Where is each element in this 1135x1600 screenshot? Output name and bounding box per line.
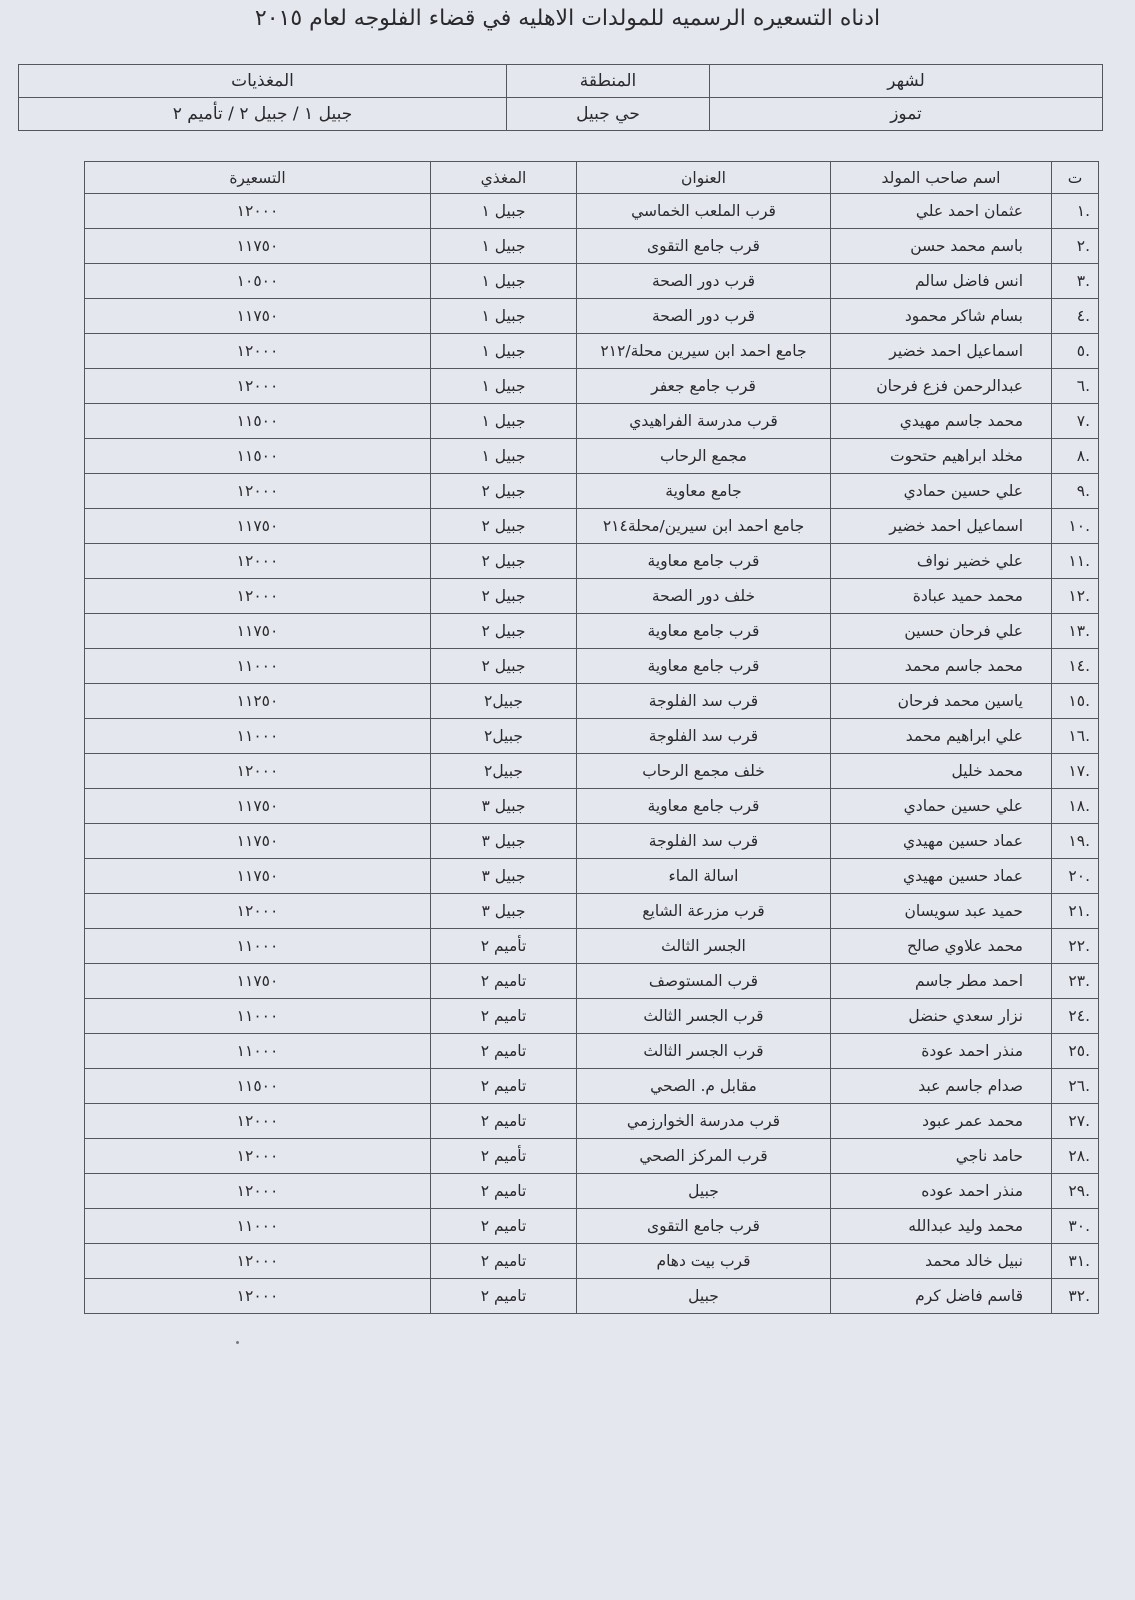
table-row xyxy=(85,439,1099,474)
address-cell: قرب جامع معاوية xyxy=(577,789,831,824)
table-row xyxy=(85,404,1099,439)
feeder-cell: تأميم ٢ xyxy=(431,1139,577,1174)
feeder-cell: تأميم ٢ xyxy=(431,929,577,964)
address-cell: قرب جامع معاوية xyxy=(577,649,831,684)
row-number-cell: .١٧ xyxy=(1052,754,1099,789)
owner-name-cell: علي حسين حمادي xyxy=(831,789,1052,824)
owner-name-cell: علي ابراهيم محمد xyxy=(831,719,1052,754)
table-row xyxy=(85,369,1099,404)
row-number-cell: .١١ xyxy=(1052,544,1099,579)
table-row xyxy=(85,1209,1099,1244)
feeder-cell: جبيل٢ xyxy=(431,754,577,789)
row-number-cell: .٢٥ xyxy=(1052,1034,1099,1069)
owner-name-cell: محمد علاوي صالح xyxy=(831,929,1052,964)
price-cell: ١١٧٥٠ xyxy=(85,299,431,334)
price-cell: ١١٠٠٠ xyxy=(85,1034,431,1069)
row-number-cell: .٢٨ xyxy=(1052,1139,1099,1174)
address-cell: قرب المستوصف xyxy=(577,964,831,999)
price-cell: ١١٥٠٠ xyxy=(85,1069,431,1104)
owner-name-cell: محمد وليد عبدالله xyxy=(831,1209,1052,1244)
row-number-cell: .٥ xyxy=(1052,334,1099,369)
owner-name-cell: علي فرحان حسين xyxy=(831,614,1052,649)
row-number-cell: .٣٢ xyxy=(1052,1279,1099,1314)
address-cell: الجسر الثالث xyxy=(577,929,831,964)
owner-name-cell: عماد حسين مهيدي xyxy=(831,824,1052,859)
price-cell: ١٢٠٠٠ xyxy=(85,474,431,509)
price-cell: ١٢٠٠٠ xyxy=(85,369,431,404)
generator-pricing-table xyxy=(84,161,1099,1314)
address-cell: جامع معاوية xyxy=(577,474,831,509)
owner-name-cell: مخلد ابراهيم حتحوت xyxy=(831,439,1052,474)
price-cell: ١٢٠٠٠ xyxy=(85,1139,431,1174)
table-row xyxy=(85,824,1099,859)
table-header-row xyxy=(85,162,1099,194)
price-cell: ١١٧٥٠ xyxy=(85,789,431,824)
feeder-cell: تاميم ٢ xyxy=(431,1174,577,1209)
row-number-cell: .٨ xyxy=(1052,439,1099,474)
row-number-cell: .١٣ xyxy=(1052,614,1099,649)
feeders-value: جبيل ١ / جبيل ٢ / تأميم ٢ xyxy=(19,98,507,131)
row-number-cell: .١٢ xyxy=(1052,579,1099,614)
row-number-cell: .٢٦ xyxy=(1052,1069,1099,1104)
feeder-cell: تاميم ٢ xyxy=(431,999,577,1034)
table-row xyxy=(85,1174,1099,1209)
owner-name-cell: احمد مطر جاسم xyxy=(831,964,1052,999)
address-cell: جامع احمد ابن سيرين محلة/٢١٢ xyxy=(577,334,831,369)
table-row xyxy=(85,509,1099,544)
price-cell: ١٢٠٠٠ xyxy=(85,544,431,579)
price-cell: ١٢٠٠٠ xyxy=(85,1174,431,1209)
table-row xyxy=(85,579,1099,614)
price-cell: ١١٠٠٠ xyxy=(85,649,431,684)
table-row xyxy=(85,929,1099,964)
page-title: ادناه التسعيره الرسميه للمولدات الاهليه في قضاء الفلوجه لعام ٢٠١٥ xyxy=(254,6,881,31)
table-row xyxy=(85,544,1099,579)
row-number-cell: .١٩ xyxy=(1052,824,1099,859)
table-body xyxy=(85,194,1099,1314)
table-row xyxy=(85,754,1099,789)
info-table xyxy=(18,64,1103,131)
column-header-owner: اسم صاحب المولد xyxy=(831,162,1052,194)
row-number-cell: .٢٢ xyxy=(1052,929,1099,964)
owner-name-cell: منذر احمد عودة xyxy=(831,1034,1052,1069)
address-cell: قرب جامع جعفر xyxy=(577,369,831,404)
address-cell: قرب المركز الصحي xyxy=(577,1139,831,1174)
address-cell: قرب مدرسة الفراهيدي xyxy=(577,404,831,439)
owner-name-cell: ياسين محمد فرحان xyxy=(831,684,1052,719)
owner-name-cell: علي خضير نواف xyxy=(831,544,1052,579)
feeder-cell: جبيل ٢ xyxy=(431,649,577,684)
table-row xyxy=(85,894,1099,929)
table-row xyxy=(85,719,1099,754)
feeder-cell: جبيل ٢ xyxy=(431,614,577,649)
price-cell: ١١٧٥٠ xyxy=(85,859,431,894)
owner-name-cell: قاسم فاضل كرم xyxy=(831,1279,1052,1314)
feeder-cell: جبيل ١ xyxy=(431,229,577,264)
price-cell: ١١٧٥٠ xyxy=(85,229,431,264)
table-row xyxy=(85,999,1099,1034)
table-row xyxy=(85,789,1099,824)
address-cell: قرب الملعب الخماسي xyxy=(577,194,831,229)
feeder-cell: جبيل ١ xyxy=(431,194,577,229)
owner-name-cell: حامد ناجي xyxy=(831,1139,1052,1174)
owner-name-cell: محمد جاسم مهيدي xyxy=(831,404,1052,439)
owner-name-cell: بسام شاكر محمود xyxy=(831,299,1052,334)
feeder-cell: جبيل ٣ xyxy=(431,789,577,824)
row-number-cell: .٢٣ xyxy=(1052,964,1099,999)
address-cell: قرب سد الفلوجة xyxy=(577,824,831,859)
address-cell: اسالة الماء xyxy=(577,859,831,894)
scan-mark xyxy=(236,1341,239,1344)
price-cell: ١٢٠٠٠ xyxy=(85,1104,431,1139)
area-header: المنطقة xyxy=(507,65,710,98)
owner-name-cell: عماد حسين مهيدي xyxy=(831,859,1052,894)
owner-name-cell: محمد جاسم محمد xyxy=(831,649,1052,684)
table-row xyxy=(85,1279,1099,1314)
table-row xyxy=(85,859,1099,894)
owner-name-cell: عثمان احمد علي xyxy=(831,194,1052,229)
address-cell: قرب الجسر الثالث xyxy=(577,999,831,1034)
table-row xyxy=(85,1069,1099,1104)
table-row xyxy=(85,684,1099,719)
owner-name-cell: باسم محمد حسن xyxy=(831,229,1052,264)
owner-name-cell: حميد عبد سويسان xyxy=(831,894,1052,929)
feeder-cell: تاميم ٢ xyxy=(431,964,577,999)
table-row xyxy=(85,614,1099,649)
owner-name-cell: صدام جاسم عبد xyxy=(831,1069,1052,1104)
row-number-cell: .٦ xyxy=(1052,369,1099,404)
feeder-cell: جبيل٢ xyxy=(431,719,577,754)
row-number-cell: .١ xyxy=(1052,194,1099,229)
price-cell: ١٢٠٠٠ xyxy=(85,194,431,229)
price-cell: ١٠٥٠٠ xyxy=(85,264,431,299)
owner-name-cell: محمد خليل xyxy=(831,754,1052,789)
address-cell: جامع احمد ابن سيرين/محلة٢١٤ xyxy=(577,509,831,544)
price-cell: ١١٠٠٠ xyxy=(85,999,431,1034)
price-cell: ١١٧٥٠ xyxy=(85,509,431,544)
owner-name-cell: علي حسين حمادي xyxy=(831,474,1052,509)
row-number-cell: .١٤ xyxy=(1052,649,1099,684)
price-cell: ١١٧٥٠ xyxy=(85,614,431,649)
owner-name-cell: انس فاضل سالم xyxy=(831,264,1052,299)
address-cell: خلف مجمع الرحاب xyxy=(577,754,831,789)
address-cell: خلف دور الصحة xyxy=(577,579,831,614)
column-header-num: ت xyxy=(1052,162,1099,194)
table-row xyxy=(85,334,1099,369)
price-cell: ١١٥٠٠ xyxy=(85,404,431,439)
address-cell: قرب سد الفلوجة xyxy=(577,719,831,754)
owner-name-cell: نزار سعدي حنضل xyxy=(831,999,1052,1034)
owner-name-cell: محمد حميد عبادة xyxy=(831,579,1052,614)
price-cell: ١٢٠٠٠ xyxy=(85,579,431,614)
price-cell: ١١٧٥٠ xyxy=(85,964,431,999)
table-row xyxy=(85,1104,1099,1139)
address-cell: قرب سد الفلوجة xyxy=(577,684,831,719)
table-row xyxy=(85,299,1099,334)
owner-name-cell: محمد عمر عبود xyxy=(831,1104,1052,1139)
feeder-cell: تاميم ٢ xyxy=(431,1209,577,1244)
feeder-cell: تاميم ٢ xyxy=(431,1104,577,1139)
address-cell: قرب دور الصحة xyxy=(577,299,831,334)
price-cell: ١١٠٠٠ xyxy=(85,719,431,754)
price-cell: ١١٥٠٠ xyxy=(85,439,431,474)
price-cell: ١٢٠٠٠ xyxy=(85,754,431,789)
table-row xyxy=(85,1244,1099,1279)
address-cell: قرب جامع معاوية xyxy=(577,614,831,649)
table-row xyxy=(85,474,1099,509)
row-number-cell: .١٦ xyxy=(1052,719,1099,754)
owner-name-cell: نبيل خالد محمد xyxy=(831,1244,1052,1279)
row-number-cell: .٢٩ xyxy=(1052,1174,1099,1209)
address-cell: قرب الجسر الثالث xyxy=(577,1034,831,1069)
address-cell: جبيل xyxy=(577,1174,831,1209)
feeders-header: المغذيات xyxy=(19,65,507,98)
feeder-cell: جبيل ٣ xyxy=(431,894,577,929)
feeder-cell: تاميم ٢ xyxy=(431,1279,577,1314)
row-number-cell: .٢٧ xyxy=(1052,1104,1099,1139)
table-row xyxy=(85,1139,1099,1174)
feeder-cell: جبيل ١ xyxy=(431,439,577,474)
address-cell: قرب مزرعة الشايع xyxy=(577,894,831,929)
feeder-cell: تاميم ٢ xyxy=(431,1244,577,1279)
table-row xyxy=(85,229,1099,264)
row-number-cell: .٢١ xyxy=(1052,894,1099,929)
feeder-cell: تاميم ٢ xyxy=(431,1069,577,1104)
month-header: لشهر xyxy=(710,65,1103,98)
feeder-cell: جبيل ١ xyxy=(431,404,577,439)
address-cell: قرب مدرسة الخوارزمي xyxy=(577,1104,831,1139)
address-cell: جبيل xyxy=(577,1279,831,1314)
row-number-cell: .٢٤ xyxy=(1052,999,1099,1034)
info-header-row xyxy=(19,65,1103,98)
owner-name-cell: اسماعيل احمد خضير xyxy=(831,334,1052,369)
owner-name-cell: اسماعيل احمد خضير xyxy=(831,509,1052,544)
owner-name-cell: عبدالرحمن فزع فرحان xyxy=(831,369,1052,404)
row-number-cell: .١٨ xyxy=(1052,789,1099,824)
column-header-feeder: المغذي xyxy=(431,162,577,194)
address-cell: قرب جامع التقوى xyxy=(577,229,831,264)
address-cell: مجمع الرحاب xyxy=(577,439,831,474)
feeder-cell: جبيل ١ xyxy=(431,264,577,299)
address-cell: قرب بيت دهام xyxy=(577,1244,831,1279)
feeder-cell: تاميم ٢ xyxy=(431,1034,577,1069)
feeder-cell: جبيل ٣ xyxy=(431,859,577,894)
price-cell: ١٢٠٠٠ xyxy=(85,1244,431,1279)
address-cell: مقابل م. الصحي xyxy=(577,1069,831,1104)
price-cell: ١١٠٠٠ xyxy=(85,929,431,964)
row-number-cell: .٧ xyxy=(1052,404,1099,439)
price-cell: ١٢٠٠٠ xyxy=(85,894,431,929)
info-value-row xyxy=(19,98,1103,131)
price-cell: ١١٠٠٠ xyxy=(85,1209,431,1244)
row-number-cell: .٤ xyxy=(1052,299,1099,334)
price-cell: ١١٧٥٠ xyxy=(85,824,431,859)
feeder-cell: جبيل ١ xyxy=(431,369,577,404)
row-number-cell: .١٥ xyxy=(1052,684,1099,719)
feeder-cell: جبيل ٢ xyxy=(431,474,577,509)
row-number-cell: .٩ xyxy=(1052,474,1099,509)
table-row xyxy=(85,264,1099,299)
table-row xyxy=(85,649,1099,684)
feeder-cell: جبيل ١ xyxy=(431,299,577,334)
address-cell: قرب دور الصحة xyxy=(577,264,831,299)
price-cell: ١٢٠٠٠ xyxy=(85,1279,431,1314)
feeder-cell: جبيل ٢ xyxy=(431,544,577,579)
row-number-cell: .٢ xyxy=(1052,229,1099,264)
price-cell: ١٢٠٠٠ xyxy=(85,334,431,369)
row-number-cell: .٣١ xyxy=(1052,1244,1099,1279)
feeder-cell: جبيل ١ xyxy=(431,334,577,369)
month-value: تموز xyxy=(710,98,1103,131)
table-row xyxy=(85,964,1099,999)
owner-name-cell: منذر احمد عوده xyxy=(831,1174,1052,1209)
column-header-address: العنوان xyxy=(577,162,831,194)
price-cell: ١١٢٥٠ xyxy=(85,684,431,719)
row-number-cell: .٣ xyxy=(1052,264,1099,299)
feeder-cell: جبيل٢ xyxy=(431,684,577,719)
address-cell: قرب جامع معاوية xyxy=(577,544,831,579)
table-row xyxy=(85,1034,1099,1069)
row-number-cell: .٢٠ xyxy=(1052,859,1099,894)
address-cell: قرب جامع التقوى xyxy=(577,1209,831,1244)
feeder-cell: جبيل ٢ xyxy=(431,579,577,614)
row-number-cell: .١٠ xyxy=(1052,509,1099,544)
column-header-price: التسعيرة xyxy=(85,162,431,194)
feeder-cell: جبيل ٢ xyxy=(431,509,577,544)
table-row xyxy=(85,194,1099,229)
row-number-cell: .٣٠ xyxy=(1052,1209,1099,1244)
area-value: حي جبيل xyxy=(507,98,710,131)
feeder-cell: جبيل ٣ xyxy=(431,824,577,859)
